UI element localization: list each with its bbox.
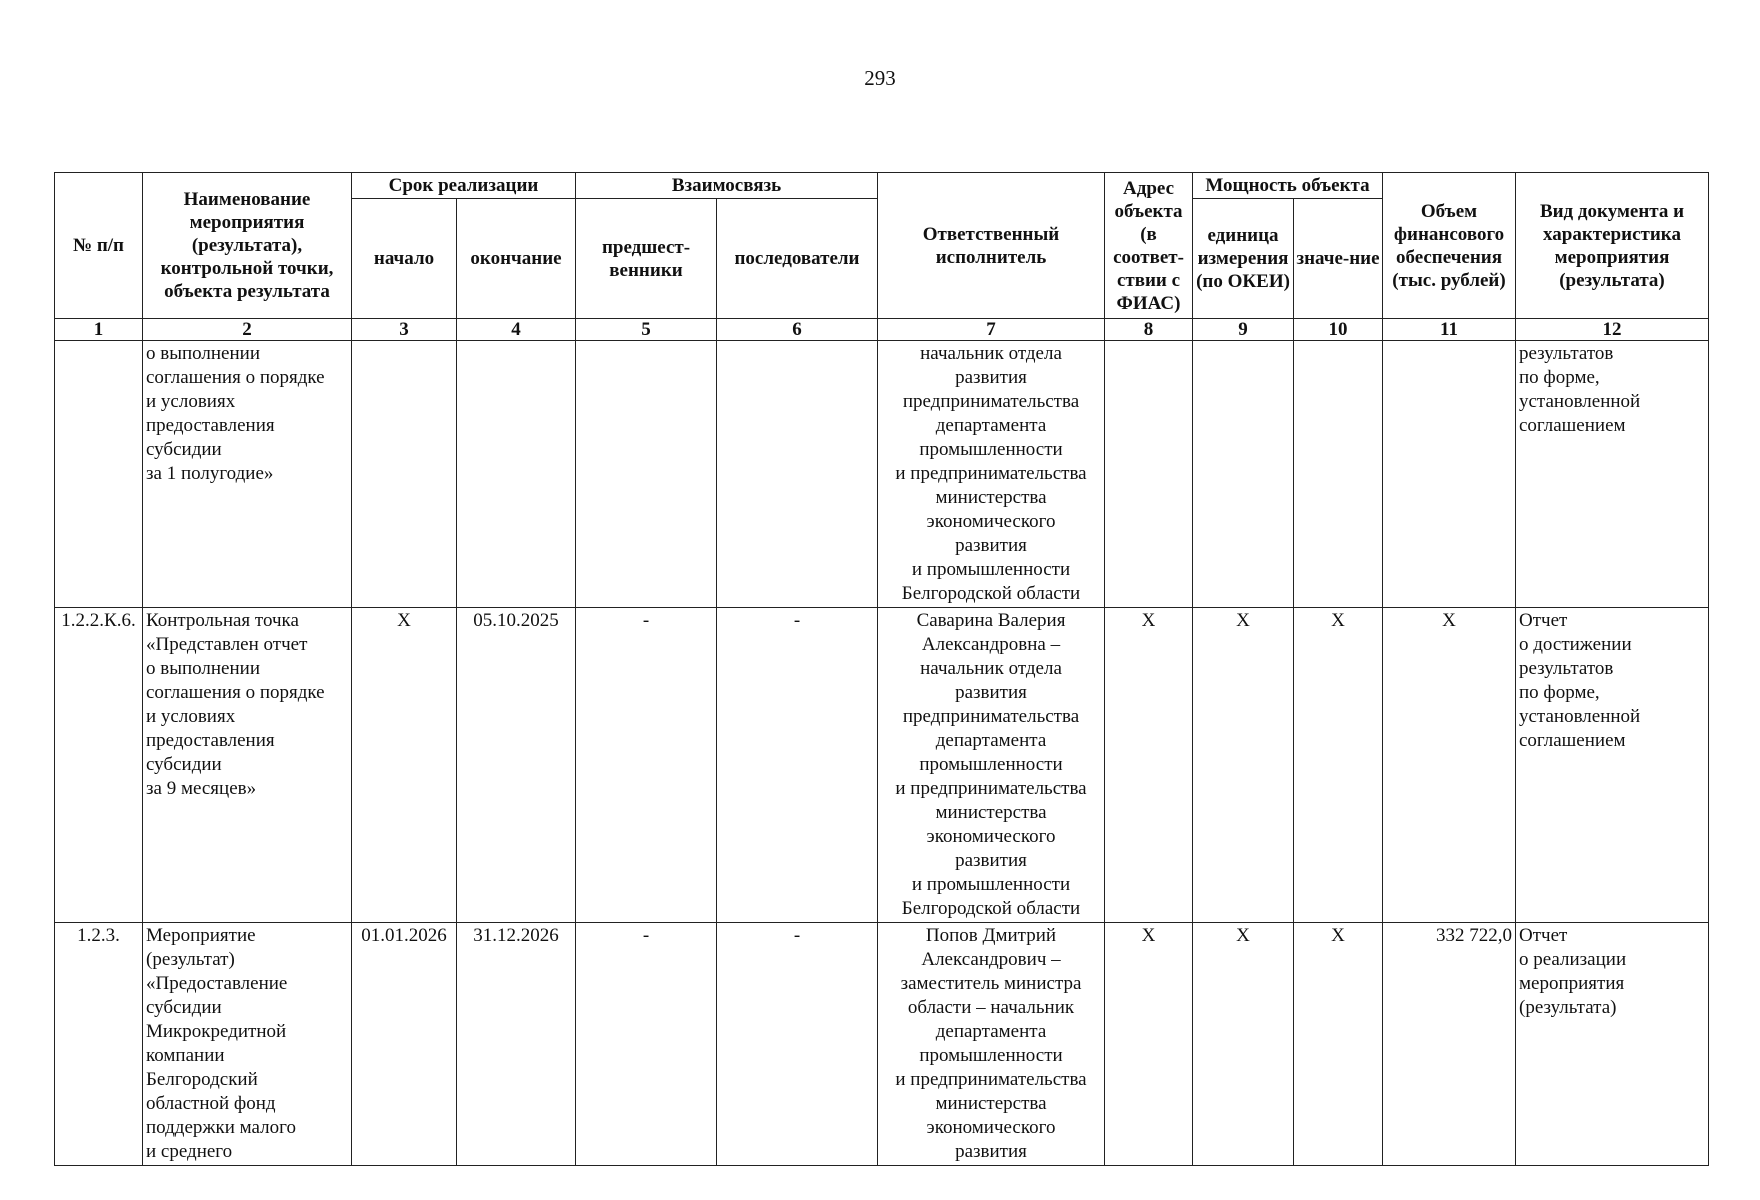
header-value: значе-ние <box>1294 199 1383 319</box>
column-number: 8 <box>1105 319 1193 341</box>
row-predecessors: - <box>576 608 717 923</box>
table-row <box>55 608 1709 923</box>
row-value: X <box>1294 923 1383 1166</box>
column-number: 10 <box>1294 319 1383 341</box>
header-power-group: Мощность объекта <box>1193 173 1383 199</box>
column-number: 9 <box>1193 319 1294 341</box>
row-name: Контрольная точка «Представлен отчет о выполнении соглашения о порядке и условиях предоставления субсидии за 9 месяцев» <box>143 608 352 923</box>
row-number: 1.2.3. <box>55 923 143 1166</box>
header-address: Адрес объекта (в соответ-ствии с ФИАС) <box>1105 173 1193 319</box>
row-address: X <box>1105 608 1193 923</box>
header-financing: Объем финансового обеспечения (тыс. рублей) <box>1383 173 1516 319</box>
row-number <box>55 341 143 608</box>
row-responsible: начальник отдела развития предпринимательства департамента промышленности и предпринимательства министерства экономического развития и промышленности Белгородской области <box>878 341 1105 608</box>
header-number: № п/п <box>55 173 143 319</box>
column-number: 3 <box>352 319 457 341</box>
row-successors: - <box>717 608 878 923</box>
row-predecessors: - <box>576 923 717 1166</box>
row-responsible: Попов Дмитрий Александрович – заместитель министра области – начальник департамента промышленности и предпринимательства министерства экономического развития <box>878 923 1105 1166</box>
row-predecessors <box>576 341 717 608</box>
row-address: X <box>1105 923 1193 1166</box>
row-unit: X <box>1193 608 1294 923</box>
column-number: 5 <box>576 319 717 341</box>
header-responsible: Ответственный исполнитель <box>878 173 1105 319</box>
row-document: Отчет о достижении результатов по форме, установленной соглашением <box>1516 608 1709 923</box>
row-value: X <box>1294 608 1383 923</box>
row-start <box>352 341 457 608</box>
table-row <box>55 341 1709 608</box>
row-address <box>1105 341 1193 608</box>
header-start: начало <box>352 199 457 319</box>
header-successors: последователи <box>717 199 878 319</box>
row-financing: 332 722,0 <box>1383 923 1516 1166</box>
row-end: 05.10.2025 <box>457 608 576 923</box>
row-document: Отчет о реализации мероприятия (результата) <box>1516 923 1709 1166</box>
column-number: 6 <box>717 319 878 341</box>
column-number: 7 <box>878 319 1105 341</box>
row-value <box>1294 341 1383 608</box>
row-number: 1.2.2.К.6. <box>55 608 143 923</box>
row-end: 31.12.2026 <box>457 923 576 1166</box>
column-number: 1 <box>55 319 143 341</box>
header-name: Наименование мероприятия (результата), контрольной точки, объекта результата <box>143 173 352 319</box>
header-term-group: Срок реализации <box>352 173 576 199</box>
row-document: результатов по форме, установленной соглашением <box>1516 341 1709 608</box>
row-start: X <box>352 608 457 923</box>
row-successors <box>717 341 878 608</box>
row-unit <box>1193 341 1294 608</box>
row-responsible: Саварина Валерия Александровна – начальник отдела развития предпринимательства департамента промышленности и предпринимательства министерства экономического развития и промышленности Белгородской области <box>878 608 1105 923</box>
header-end: окончание <box>457 199 576 319</box>
column-number: 2 <box>143 319 352 341</box>
header-document: Вид документа и характеристика мероприятия (результата) <box>1516 173 1709 319</box>
column-number: 12 <box>1516 319 1709 341</box>
row-name: Мероприятие (результат) «Предоставление субсидии Микрокредитной компании Белгородский областной фонд поддержки малого и среднего <box>143 923 352 1166</box>
header-link-group: Взаимосвязь <box>576 173 878 199</box>
row-financing: X <box>1383 608 1516 923</box>
row-start: 01.01.2026 <box>352 923 457 1166</box>
column-number: 11 <box>1383 319 1516 341</box>
row-successors: - <box>717 923 878 1166</box>
row-financing <box>1383 341 1516 608</box>
row-name: о выполнении соглашения о порядке и условиях предоставления субсидии за 1 полугодие» <box>143 341 352 608</box>
table-row <box>55 923 1709 1166</box>
plan-table <box>54 172 1709 1166</box>
row-unit: X <box>1193 923 1294 1166</box>
header-unit: единица измерения (по ОКЕИ) <box>1193 199 1294 319</box>
column-number: 4 <box>457 319 576 341</box>
row-end <box>457 341 576 608</box>
page-number: 293 <box>864 66 896 90</box>
header-predecessors: предшест-венники <box>576 199 717 319</box>
